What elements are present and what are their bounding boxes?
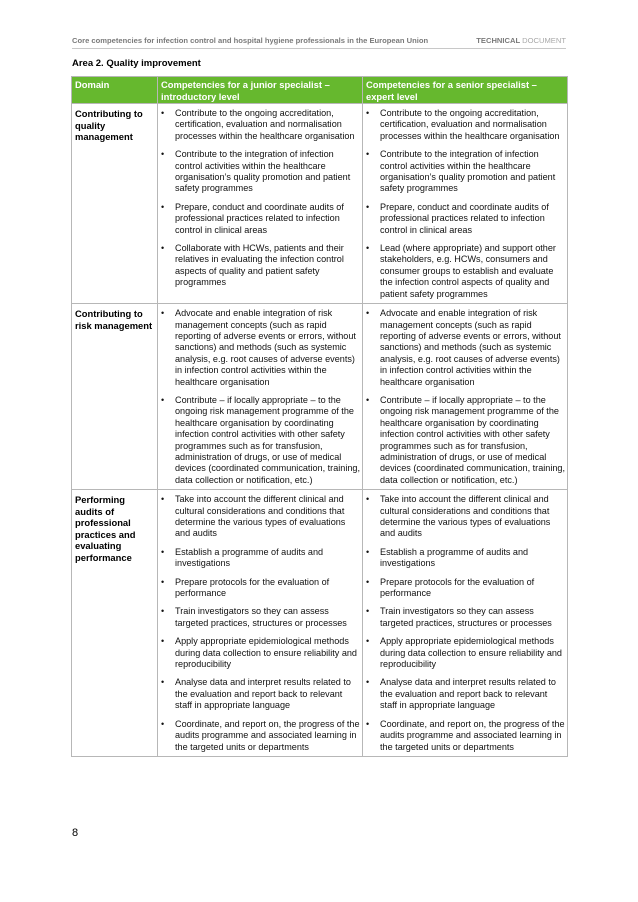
bullet-icon: • — [161, 201, 165, 212]
list-item — [158, 202, 361, 236]
junior-competency-list — [158, 108, 361, 289]
bullet-icon: • — [366, 718, 370, 729]
bullet-icon: • — [161, 718, 165, 729]
junior-competency-list — [158, 494, 361, 753]
competency-text: Establish a programme of audits and investigations — [380, 546, 529, 569]
bullet-icon: • — [161, 149, 165, 160]
list-item — [158, 243, 361, 289]
senior-competency-list — [363, 308, 566, 486]
bullet-icon: • — [366, 494, 370, 505]
bullet-icon: • — [366, 308, 370, 319]
list-item — [363, 677, 566, 711]
competency-text: Contribute to the ongoing accreditation, certification, evaluation and normalisation processes within the healthcare organisation — [380, 108, 560, 141]
list-item — [363, 149, 566, 195]
domain-cell: Contributing to quality management — [72, 104, 158, 304]
competency-table — [71, 76, 568, 757]
senior-competencies-cell — [363, 104, 568, 304]
list-item — [158, 677, 361, 711]
area-title: Area 2. Quality improvement — [72, 58, 201, 69]
junior-competencies-cell — [158, 304, 363, 490]
competency-text: Contribute to the ongoing accreditation, certification, evaluation and normalisation processes within the healthcare organisation — [175, 108, 355, 141]
domain-cell: Performing audits of professional practices and evaluating performance — [72, 490, 158, 757]
competency-text: Contribute – if locally appropriate – to the ongoing risk management programme of the healthcare organisation by coordinating infection control activities with other safety programmes such as for transfusion, administration of drugs, or use of medical devices (coordinated communication, training, data collection or notification, etc.) — [175, 394, 361, 485]
list-item — [363, 202, 566, 236]
competency-text: Apply appropriate epidemiological methods during data collection to ensure reliability and reproducibility — [380, 636, 562, 670]
table-body — [72, 104, 568, 757]
list-item — [158, 577, 361, 600]
competency-text: Coordinate, and report on, the progress of the audits programme and associated learning in the targeted units or departments — [175, 718, 360, 752]
bullet-icon: • — [161, 576, 165, 587]
senior-competencies-cell — [363, 490, 568, 757]
junior-competencies-cell — [158, 490, 363, 757]
competency-text: Contribute – if locally appropriate – to the ongoing risk management programme of the healthcare organisation by coordinating infection control activities with other safety programmes such as for transfusion, administration of drugs, or use of medical devices (coordinated communication, training, data collection or notification, etc.) — [380, 394, 566, 485]
bullet-icon: • — [366, 606, 370, 617]
bullet-icon: • — [366, 576, 370, 587]
bullet-icon: • — [161, 677, 165, 688]
competency-text: Contribute to the integration of infection control activities within the healthcare organisation’s quality promotion and patient safety programmes — [175, 149, 351, 194]
competency-text: Coordinate, and report on, the progress of the audits programme and associated learning in the targeted units or departments — [380, 718, 565, 752]
list-item — [363, 243, 566, 300]
competency-text: Collaborate with HCWs, patients and their relatives in evaluating the infection control aspects of quality and patient safety programmes — [175, 243, 344, 288]
running-title: Core competencies for infection control and hospital hygiene professionals in the European Union — [72, 36, 429, 45]
document-type-bold: TECHNICAL — [476, 36, 520, 45]
list-item — [158, 606, 361, 629]
list-item — [363, 395, 566, 486]
competency-text: Advocate and enable integration of risk management concepts (such as rapid reporting of adverse events or errors, without sanctions) and methods (such as systemic analysis, e.g. root causes of adverse events) in infection control activities within the healthcare organisation — [380, 308, 561, 387]
list-item — [363, 108, 566, 142]
bullet-icon: • — [366, 394, 370, 405]
bullet-icon: • — [161, 108, 165, 118]
table-row — [72, 304, 568, 490]
table-row — [72, 490, 568, 757]
document-type-label — [476, 36, 566, 45]
competency-text: Analyse data and interpret results related to the evaluation and report back to relevant staff in appropriate language — [175, 677, 351, 711]
page-number: 8 — [72, 827, 79, 839]
list-item — [158, 308, 361, 388]
list-item — [363, 719, 566, 753]
competency-text: Contribute to the integration of infection control activities within the healthcare organisation’s quality promotion and patient safety programmes — [380, 149, 556, 194]
list-item — [158, 636, 361, 670]
list-item — [158, 547, 361, 570]
competency-text: Prepare protocols for the evaluation of performance — [175, 576, 330, 599]
competency-text: Take into account the different clinical and cultural considerations and conditions that determine the various types of evaluations and audits — [380, 494, 551, 539]
bullet-icon: • — [161, 494, 165, 505]
competency-text: Prepare, conduct and coordinate audits of professional practices related to infection control in clinical areas — [380, 201, 549, 235]
competency-text: Prepare, conduct and coordinate audits of professional practices related to infection control in clinical areas — [175, 201, 344, 235]
junior-competencies-cell — [158, 104, 363, 304]
list-item — [158, 149, 361, 195]
senior-competency-list — [363, 494, 566, 753]
list-item — [363, 636, 566, 670]
document-type-light: DOCUMENT — [522, 36, 566, 45]
column-header-domain: Domain — [72, 77, 158, 104]
running-header — [72, 36, 566, 49]
junior-competency-list — [158, 308, 361, 486]
list-item — [363, 308, 566, 388]
competency-text: Take into account the different clinical and cultural considerations and conditions that determine the various types of evaluations and audits — [175, 494, 346, 539]
competency-text: Train investigators so they can assess targeted practices, structures or processes — [175, 606, 347, 628]
bullet-icon: • — [366, 636, 370, 647]
bullet-icon: • — [161, 606, 165, 617]
column-header-junior: Competencies for a junior specialist – introductory level — [158, 77, 363, 104]
competency-text: Apply appropriate epidemiological methods during data collection to ensure reliability and reproducibility — [175, 636, 357, 670]
competency-text: Train investigators so they can assess targeted practices, structures or processes — [380, 606, 552, 628]
competency-text: Lead (where appropriate) and support other stakeholders, e.g. HCWs, consumers and consumer groups to establish and evaluate the infection control aspects of quality and patient safety programmes — [380, 243, 556, 299]
list-item — [158, 108, 361, 142]
list-item — [363, 606, 566, 629]
bullet-icon: • — [161, 394, 165, 405]
domain-cell: Contributing to risk management — [72, 304, 158, 490]
list-item — [158, 719, 361, 753]
table-header-row — [72, 77, 568, 104]
senior-competency-list — [363, 108, 566, 300]
bullet-icon: • — [366, 201, 370, 212]
table-row — [72, 104, 568, 304]
bullet-icon: • — [161, 308, 165, 319]
bullet-icon: • — [161, 636, 165, 647]
column-header-senior: Competencies for a senior specialist – expert level — [363, 77, 568, 104]
bullet-icon: • — [366, 546, 370, 557]
senior-competencies-cell — [363, 304, 568, 490]
list-item — [363, 494, 566, 540]
bullet-icon: • — [366, 243, 370, 254]
bullet-icon: • — [161, 243, 165, 254]
bullet-icon: • — [366, 108, 370, 118]
bullet-icon: • — [366, 677, 370, 688]
list-item — [158, 494, 361, 540]
competency-text: Analyse data and interpret results related to the evaluation and report back to relevant staff in appropriate language — [380, 677, 556, 711]
list-item — [158, 395, 361, 486]
list-item — [363, 547, 566, 570]
competency-text: Prepare protocols for the evaluation of performance — [380, 576, 535, 599]
bullet-icon: • — [366, 149, 370, 160]
list-item — [363, 577, 566, 600]
competency-text: Establish a programme of audits and investigations — [175, 546, 324, 569]
bullet-icon: • — [161, 546, 165, 557]
competency-text: Advocate and enable integration of risk management concepts (such as rapid reporting of adverse events or errors, without sanctions) and methods (such as systemic analysis, e.g. root causes of adverse events) in infection control activities within the healthcare organisation — [175, 308, 356, 387]
